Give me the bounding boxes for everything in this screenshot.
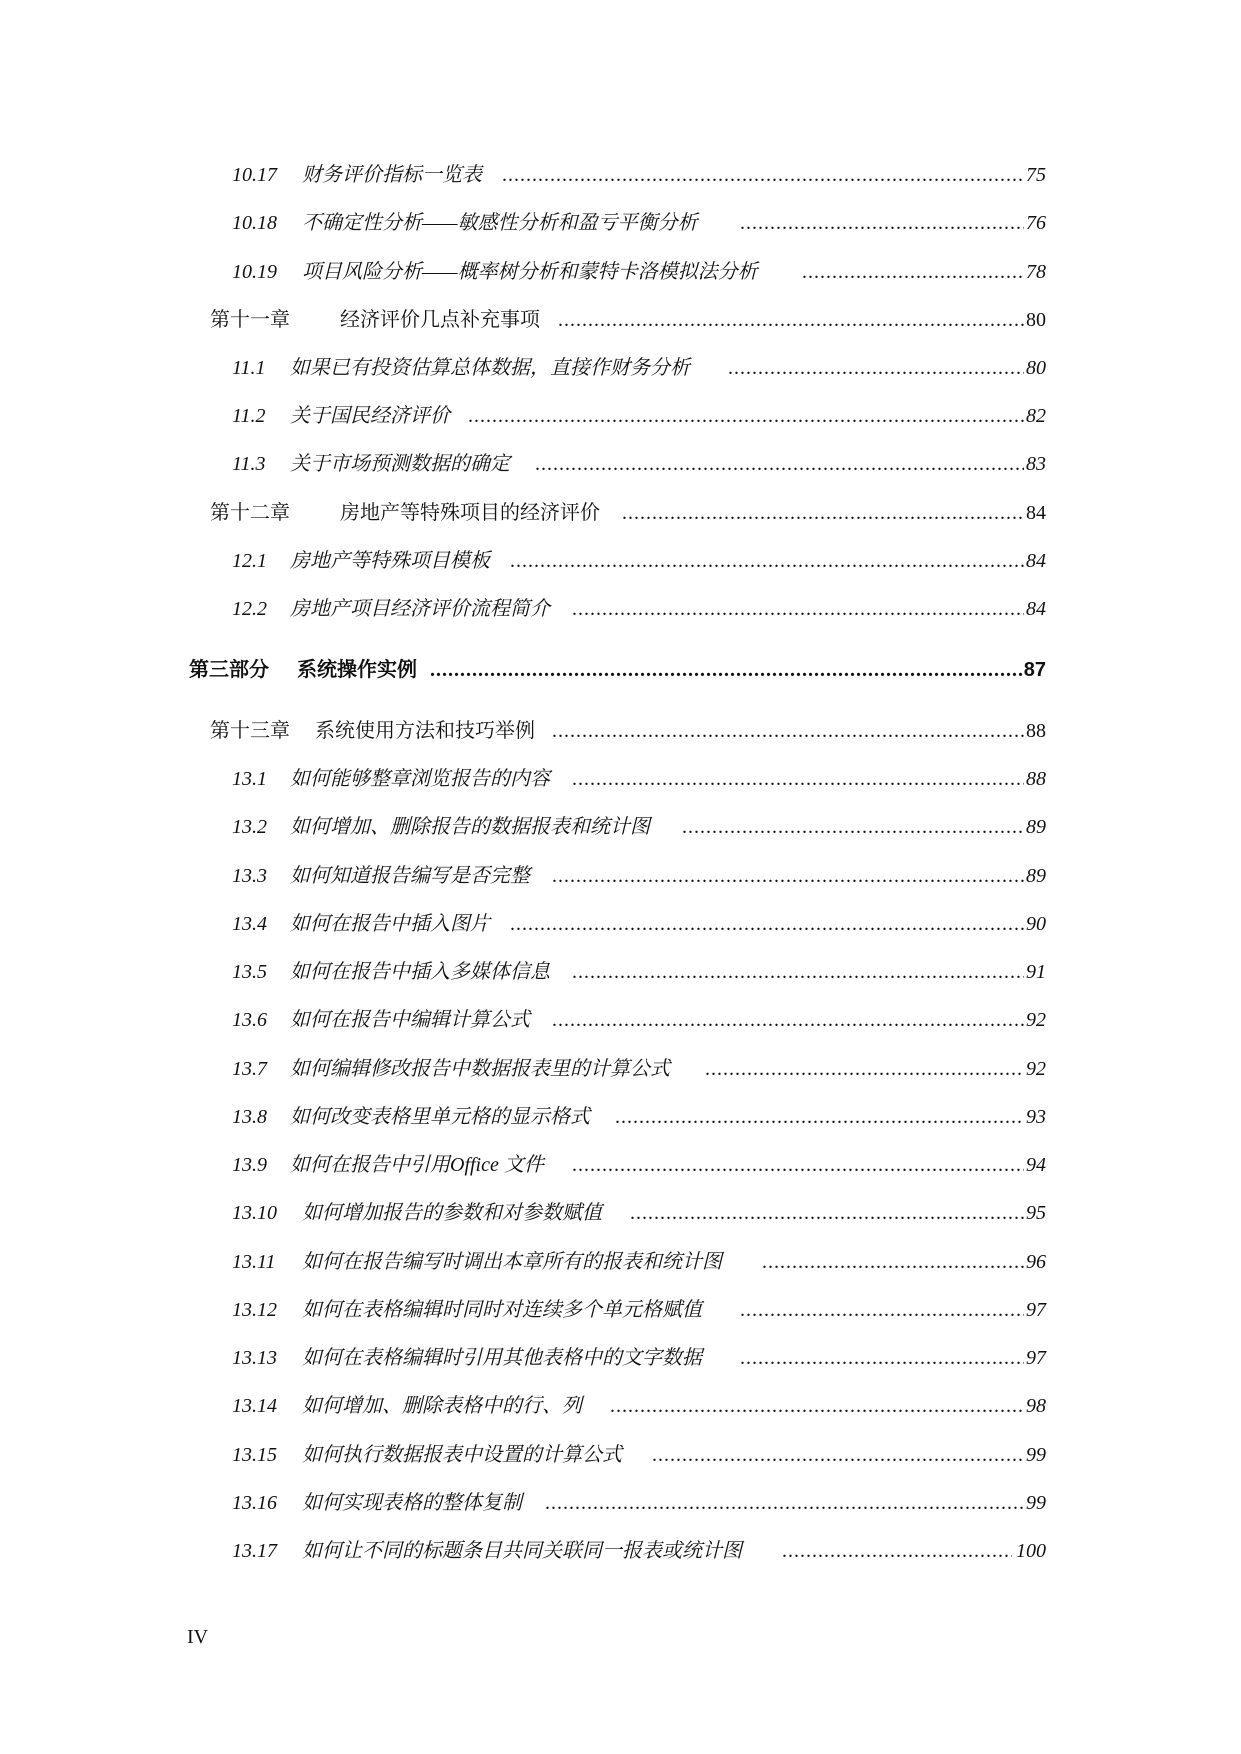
toc-entry-number: 13.15 xyxy=(232,1444,277,1466)
dot-leader xyxy=(802,257,1024,287)
toc-entry[interactable] xyxy=(0,1440,1241,1470)
toc-entry-number: 第十二章 xyxy=(210,502,290,524)
dot-leader xyxy=(552,1005,1024,1035)
toc-entry-page: 94 xyxy=(1026,1154,1046,1176)
toc-entry-page: 92 xyxy=(1026,1058,1046,1080)
dot-leader xyxy=(630,1198,1024,1228)
toc-entry-title: 如何增加、删除表格中的行、列 xyxy=(302,1395,582,1417)
dot-leader xyxy=(652,1440,1024,1470)
toc-entry-title: 如何在表格编辑时引用其他表格中的文字数据 xyxy=(302,1347,702,1369)
dot-leader xyxy=(468,401,1024,431)
toc-entry-number: 13.7 xyxy=(232,1058,267,1080)
toc-entry[interactable] xyxy=(0,812,1241,842)
toc-entry-page: 83 xyxy=(1026,453,1046,475)
toc-entry-number: 第三部分 xyxy=(189,659,269,681)
toc-entry-number: 13.11 xyxy=(232,1251,276,1273)
toc-entry[interactable] xyxy=(0,1343,1241,1373)
dot-leader xyxy=(572,1150,1024,1180)
toc-entry-number: 10.18 xyxy=(232,212,277,234)
toc-entry-title: 不确定性分析——敏感性分析和盈亏平衡分析 xyxy=(302,212,698,234)
toc-entry[interactable] xyxy=(0,716,1241,746)
toc-entry-title: 如何能够整章浏览报告的内容 xyxy=(290,768,550,790)
toc-entry[interactable] xyxy=(0,1102,1241,1132)
toc-entry-page: 91 xyxy=(1026,961,1046,983)
toc-entry-number: 11.1 xyxy=(232,357,266,379)
toc-entry[interactable] xyxy=(0,1054,1241,1084)
toc-entry[interactable] xyxy=(0,1198,1241,1228)
toc-entry-number: 13.12 xyxy=(232,1299,277,1321)
toc-entry-title: 房地产等特殊项目的经济评价 xyxy=(340,502,600,524)
dot-leader xyxy=(502,160,1024,190)
toc-entry-title: 如何编辑修改报告中数据报表里的计算公式 xyxy=(290,1058,670,1080)
dot-leader xyxy=(762,1247,1024,1277)
toc-entry-title: 如何在报告编写时调出本章所有的报表和统计图 xyxy=(302,1251,722,1273)
toc-entry-page: 80 xyxy=(1026,309,1046,331)
dot-leader xyxy=(535,449,1024,479)
toc-entry-page: 80 xyxy=(1026,357,1046,379)
toc-entry-page: 88 xyxy=(1026,768,1046,790)
dot-leader xyxy=(728,353,1024,383)
toc-entry-number: 第十三章 xyxy=(210,720,290,742)
toc-entry-page: 97 xyxy=(1026,1347,1046,1369)
toc-entry-number: 12.1 xyxy=(232,550,267,572)
dot-leader xyxy=(552,861,1024,891)
toc-entry-page: 98 xyxy=(1026,1395,1046,1417)
toc-entry[interactable] xyxy=(0,594,1241,624)
toc-entry-title: 如何增加、删除报告的数据报表和统计图 xyxy=(290,816,650,838)
dot-leader xyxy=(782,1536,1012,1566)
toc-entry-page: 88 xyxy=(1026,720,1046,742)
toc-entry-page: 99 xyxy=(1026,1492,1046,1514)
toc-entry-title: 如何让不同的标题条目共同关联同一报表或统计图 xyxy=(302,1540,742,1562)
toc-entry-title: 如何在报告中插入图片 xyxy=(290,913,490,935)
toc-entry[interactable] xyxy=(0,1488,1241,1518)
toc-entry-title: 如何实现表格的整体复制 xyxy=(302,1492,522,1514)
toc-entry[interactable] xyxy=(0,353,1241,383)
toc-entry-page: 75 xyxy=(1026,164,1046,186)
dot-leader xyxy=(545,1488,1024,1518)
toc-entry-title: 项目风险分析——概率树分析和蒙特卡洛模拟法分析 xyxy=(302,261,758,283)
toc-entry-page: 82 xyxy=(1026,405,1046,427)
dot-leader xyxy=(740,208,1024,238)
toc-entry-number: 13.9 xyxy=(232,1154,267,1176)
toc-entry-title: 如何在表格编辑时同时对连续多个单元格赋值 xyxy=(302,1299,702,1321)
toc-entry-title: 如何知道报告编写是否完整 xyxy=(290,865,530,887)
toc-entry-number: 12.2 xyxy=(232,598,267,620)
dot-leader xyxy=(552,716,1024,746)
toc-entry-page: 90 xyxy=(1026,913,1046,935)
dot-leader xyxy=(510,546,1024,576)
toc-entry-number: 13.5 xyxy=(232,961,267,983)
toc-entry[interactable] xyxy=(0,257,1241,287)
toc-entry-title: 关于国民经济评价 xyxy=(290,405,450,427)
toc-entry-title: 房地产等特殊项目模板 xyxy=(290,550,490,572)
toc-entry[interactable] xyxy=(0,764,1241,794)
toc-entry-page: 84 xyxy=(1026,550,1046,572)
toc-entry[interactable] xyxy=(0,861,1241,891)
toc-entry-page: 87 xyxy=(1023,659,1046,681)
dot-leader xyxy=(740,1343,1024,1373)
toc-entry-title: 系统使用方法和技巧举例 xyxy=(315,720,535,742)
toc-entry-number: 10.17 xyxy=(232,164,277,186)
toc-entry-page: 99 xyxy=(1026,1444,1046,1466)
toc-entry-page: 89 xyxy=(1026,816,1046,838)
toc-entry-number: 13.4 xyxy=(232,913,267,935)
toc-entry-title: 如果已有投资估算总体数据，直接作财务分析 xyxy=(290,357,690,379)
toc-entry-title: 如何改变表格里单元格的显示格式 xyxy=(290,1106,590,1128)
toc-entry-page: 76 xyxy=(1026,212,1046,234)
toc-entry-title: 财务评价指标一览表 xyxy=(302,164,482,186)
page-number: IV xyxy=(187,1626,209,1648)
toc-entry-page: 93 xyxy=(1026,1106,1046,1128)
dot-leader xyxy=(572,957,1024,987)
toc-entry-page: 89 xyxy=(1026,865,1046,887)
toc-entry-page: 78 xyxy=(1026,261,1046,283)
dot-leader xyxy=(705,1054,1024,1084)
dot-leader xyxy=(510,909,1024,939)
toc-entry[interactable] xyxy=(0,546,1241,576)
dot-leader xyxy=(430,655,1024,685)
dot-leader xyxy=(622,498,1024,528)
toc-entry-number: 10.19 xyxy=(232,261,277,283)
toc-entry-title: 关于市场预测数据的确定 xyxy=(290,453,510,475)
toc-entry-number: 13.3 xyxy=(232,865,267,887)
dot-leader xyxy=(740,1295,1024,1325)
dot-leader xyxy=(610,1391,1024,1421)
toc-entry-title: 如何执行数据报表中设置的计算公式 xyxy=(302,1444,622,1466)
toc-entry-number: 13.8 xyxy=(232,1106,267,1128)
toc-entry[interactable] xyxy=(0,1391,1241,1421)
toc-entry-number: 13.10 xyxy=(232,1202,277,1224)
toc-entry[interactable] xyxy=(0,1295,1241,1325)
toc-entry[interactable] xyxy=(0,1247,1241,1277)
toc-entry-number: 11.2 xyxy=(232,405,266,427)
toc-entry-page: 84 xyxy=(1026,598,1046,620)
toc-entry-number: 13.6 xyxy=(232,1009,267,1031)
toc-entry-title: 如何增加报告的参数和对参数赋值 xyxy=(302,1202,602,1224)
dot-leader xyxy=(572,594,1024,624)
toc-entry[interactable] xyxy=(0,655,1241,685)
toc-entry[interactable] xyxy=(0,498,1241,528)
toc-entry[interactable] xyxy=(0,909,1241,939)
toc-entry-number: 11.3 xyxy=(232,453,266,475)
toc-entry[interactable] xyxy=(0,208,1241,238)
toc-entry-number: 13.16 xyxy=(232,1492,277,1514)
toc-entry[interactable] xyxy=(0,1005,1241,1035)
toc-entry-number: 13.14 xyxy=(232,1395,277,1417)
toc-entry-number: 13.13 xyxy=(232,1347,277,1369)
toc-entry-number: 13.2 xyxy=(232,816,267,838)
toc-entry-title: 经济评价几点补充事项 xyxy=(340,309,540,331)
toc-entry-title: 如何在报告中编辑计算公式 xyxy=(290,1009,530,1031)
toc-entry-title: 如何在报告中插入多媒体信息 xyxy=(290,961,550,983)
toc-entry-title: 如何在报告中引用Office 文件 xyxy=(290,1154,544,1176)
toc-entry[interactable] xyxy=(0,957,1241,987)
toc-entry-page: 92 xyxy=(1026,1009,1046,1031)
dot-leader xyxy=(572,764,1024,794)
toc-entry[interactable] xyxy=(0,449,1241,479)
dot-leader xyxy=(615,1102,1024,1132)
toc-entry[interactable] xyxy=(0,1150,1241,1180)
toc-entry[interactable] xyxy=(0,401,1241,431)
toc-entry[interactable] xyxy=(0,160,1241,190)
toc-entry-page: 95 xyxy=(1026,1202,1046,1224)
dot-leader xyxy=(682,812,1024,842)
toc-entry-title: 系统操作实例 xyxy=(297,659,417,681)
toc-entry-page: 84 xyxy=(1026,502,1046,524)
toc-entry-page: 97 xyxy=(1026,1299,1046,1321)
toc-entry-number: 13.1 xyxy=(232,768,267,790)
toc-entry[interactable] xyxy=(0,1536,1241,1566)
toc-entry-number: 13.17 xyxy=(232,1540,277,1562)
toc-entry[interactable] xyxy=(0,305,1241,335)
toc-entry-number: 第十一章 xyxy=(210,309,290,331)
toc-entry-title: 房地产项目经济评价流程简介 xyxy=(290,598,550,620)
dot-leader xyxy=(558,305,1024,335)
toc-entry-page: 96 xyxy=(1026,1251,1046,1273)
toc-entry-page: 100 xyxy=(1016,1540,1046,1562)
